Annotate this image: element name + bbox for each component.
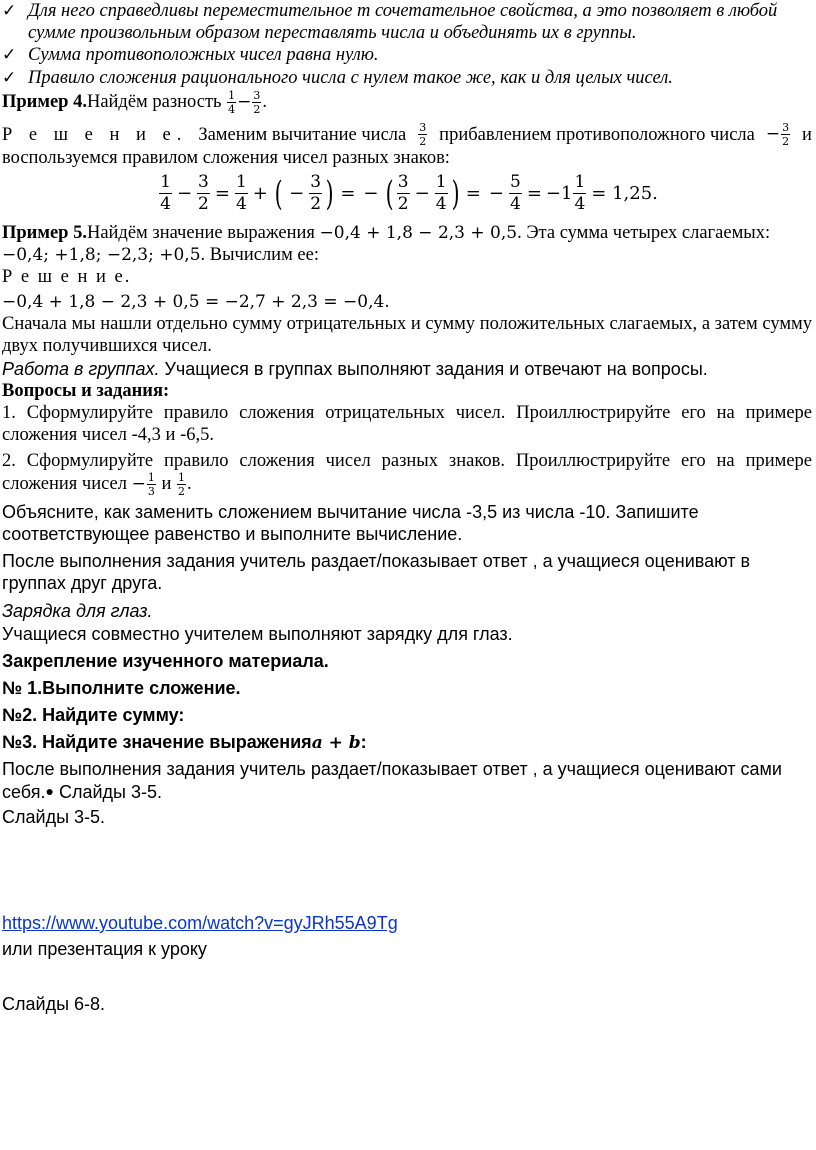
bullet-text: Сумма противоположных чисел равна нулю. bbox=[28, 45, 379, 65]
presentation-text: или презентация к уроку bbox=[2, 939, 207, 959]
fraction: $\frac{3}{2}$ bbox=[419, 121, 427, 148]
calculation: −0,4 + 1,8 − 2,3 + 0,5 = −2,7 + 2,3 = −0,4. bbox=[2, 292, 390, 312]
fraction: $\frac{1}{4}$ bbox=[435, 172, 447, 214]
task-1: № 1.Выполните сложение. bbox=[2, 678, 241, 698]
eyes-text: Учащиеся совместно учителем выполняют зарядку для глаз. bbox=[2, 624, 513, 644]
after-task-1: После выполнения задания учитель раздает/показывает ответ , а учащиеся оценивают в группах друг друга. bbox=[2, 551, 751, 593]
questions-title: Вопросы и задания: bbox=[2, 381, 170, 401]
fraction: $\frac{3}{2}$ bbox=[310, 172, 322, 214]
youtube-link[interactable]: https://www.youtube.com/watch?v=gyJRh55A9Tg bbox=[2, 913, 398, 933]
bullet-item bbox=[2, 0, 812, 44]
fraction: $\frac{1}{3}$ bbox=[147, 471, 155, 498]
questions bbox=[2, 380, 812, 497]
checkmark-icon: ✓ bbox=[2, 68, 17, 87]
fraction: $\frac{3}{2}$ bbox=[782, 121, 790, 148]
checkmark-icon: ✓ bbox=[2, 45, 17, 64]
task-3: №3. Найдите значение выраженияa + b: bbox=[2, 732, 367, 753]
fraction: $\frac{1}{4}$ bbox=[160, 172, 171, 214]
checkmark-icon: ✓ bbox=[2, 1, 17, 20]
fraction: $\frac{3}{2}$ bbox=[397, 172, 409, 214]
solution-line-2: воспользуемся правилом сложения чисел разных знаков: bbox=[2, 148, 450, 168]
fraction: $\frac{1}{4}$ bbox=[235, 172, 247, 214]
slides-3-5: Слайды 3-5. bbox=[2, 807, 106, 827]
question-3: Объясните, как заменить сложением вычитание числа -3,5 из числа -10. Запишите соответствующее равенство и выполните вычисление. bbox=[2, 502, 699, 544]
bullet-item bbox=[2, 67, 812, 89]
solution-label: Р е ш е н и е. bbox=[2, 124, 188, 145]
question-2: 2. Сформулируйте правило сложения чисел разных знаков. Проиллюстрируйте его на примере сложения чисел − $\frac{1}{3}$ и $\frac{1}{2}$ . bbox=[2, 451, 812, 498]
bullet-dot-icon: ● bbox=[45, 783, 54, 799]
example-text: Найдём разность bbox=[86, 91, 222, 112]
group-work: Работа в группах. Учащиеся в группах выполняют задания и отвечают на вопросы. bbox=[2, 359, 708, 379]
question-1: 1. Сформулируйте правило сложения отрицательных чисел. Проиллюстрируйте его на примере сложения чисел -4,3 и -6,5. bbox=[2, 403, 812, 445]
reinforce-title: Закрепление изученного материала. bbox=[2, 651, 329, 671]
bullet-text: Для него справедливы переместительное т сочетательное свойства, а это позволяет в любой сумме произвольным образом переставлять числа и объединять их в группы. bbox=[28, 1, 778, 43]
task-2: №2. Найдите сумму: bbox=[2, 705, 185, 725]
solution-4: Р е ш е н и е. Заменим вычитание числа $\frac{3}{2}$ прибавлением противоположного числа − $\frac{3}{2}$ и воспользуемся правилом сложения чисел разных знаков: bbox=[2, 121, 812, 168]
fraction: $\frac{1}{4}$ bbox=[574, 172, 586, 214]
slides-6-8: Слайды 6-8. bbox=[2, 994, 106, 1014]
fraction: $\frac{3}{2}$ bbox=[198, 172, 209, 214]
equation-line: $\frac{1}{4}$ − $\frac{3}{2}$ = $\frac{1}{4}$ + ( − $\frac{3}{2}$ ) = − ( $\frac{3}{2}$ − $\frac{1}{4}$ ) = − $\frac{5}{4}$ = −1 $\frac{1}{4}$ = 1,25. bbox=[160, 172, 658, 214]
example-label: Пример 4. bbox=[2, 91, 87, 112]
fraction: $\frac{3}{2}$ bbox=[253, 89, 261, 116]
fraction: $\frac{1}{4}$ bbox=[228, 89, 236, 116]
after-task-2: После выполнения задания учитель раздает/показывает ответ , а учащиеся оценивают сами себя.● Слайды 3-5. bbox=[2, 759, 782, 802]
example-5: Пример 5.Найдём значение выражения −0,4 + 1,8 − 2,3 + 0,5. Эта сумма четырех слагаемых: −0,4; +1,8; −2,3; +0,5. Вычислим ее: Р е ш е н и е. −0,4 + 1,8 − 2,3 + 0,5 = −2,7 + 2,3 = −0,4. bbox=[2, 222, 812, 313]
bullet-text: Правило сложения рационального числа с нулем такое же, как и для целых чисел. bbox=[28, 68, 673, 88]
explanation: Сначала мы нашли отдельно сумму отрицательных и сумму положительных слагаемых, а затем сумму двух получившихся чисел. bbox=[2, 314, 812, 356]
bullet-item bbox=[2, 44, 812, 66]
eyes-title: Зарядка для глаз. bbox=[2, 601, 153, 621]
fraction: $\frac{1}{2}$ bbox=[178, 471, 186, 498]
solution-label: Р е ш е н и е. bbox=[2, 267, 132, 287]
example-4: Пример 4.Найдём разность $\frac{1}{4}$ − $\frac{3}{2}$ . bbox=[2, 89, 267, 116]
example-label: Пример 5. bbox=[2, 223, 87, 243]
video-link-line bbox=[2, 912, 812, 934]
fraction: $\frac{5}{4}$ bbox=[509, 172, 521, 214]
